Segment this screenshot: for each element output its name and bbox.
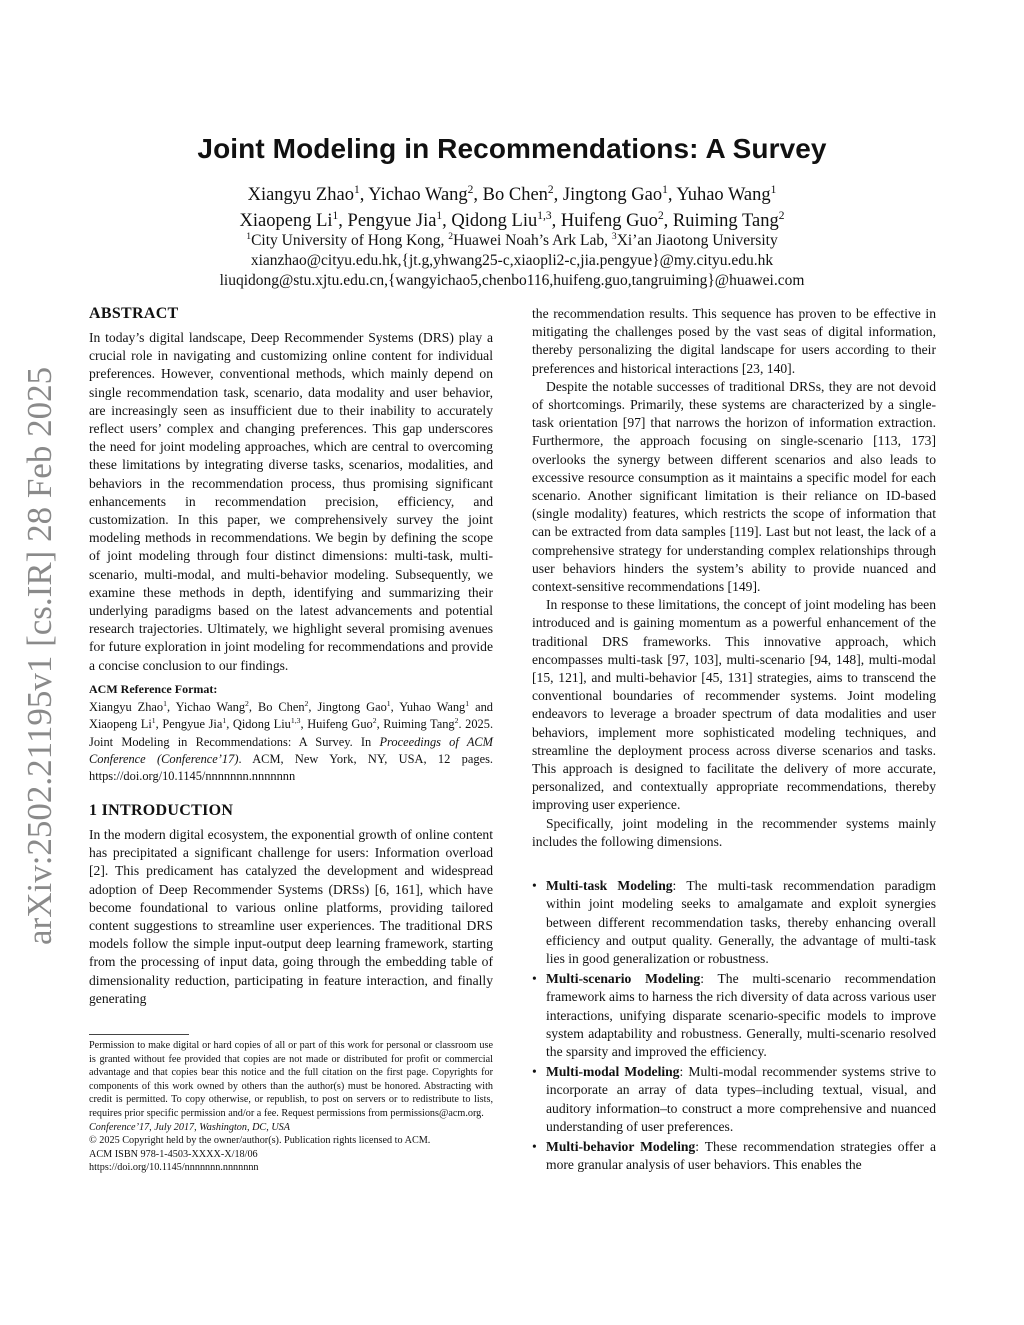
permission-text: Permission to make digital or hard copies of all or part of this work for personal or classroom use is granted without fee provided that copies are not made or distributed for profit or commercial advantage and that copies bear this notice and the full citation on the first page. Copyrights for components of this work owned by others than the author(s) must be honored. Abstracting with credit is permitted. To copy otherwise, or republish, to post on servers or to redistribute to lists, requires prior specific permission and/or a fee. Request permissions from permissions@acm.org. [89, 1040, 493, 1119]
footnote-rule [89, 1034, 189, 1035]
introduction-heading: 1 INTRODUCTION [89, 801, 234, 819]
author: Huifeng Guo$^2$ [560, 209, 664, 231]
author-line-2: Xiaopeng Li$^1$, Pengyue Jia$^1$, Qidong Liu$^{1,3}$, Huifeng Guo$^2$, Ruiming Tang$^2$ [239, 209, 785, 231]
list-item: • Multi-modal Modeling: Multi-modal recommender systems strive to incorporate an array of data types–including textual, visual, and auditory information–to construct a more comprehensive and nuanced understanding of user preferences. [532, 1064, 936, 1134]
author: Ruiming Tang$^2$ [672, 209, 785, 231]
paper-title: Joint Modeling in Recommendations: A Survey [197, 133, 827, 164]
email-line: xianzhao@cityu.edu.hk,{jt.g,yhwang25-c,xiaopli2-c,jia.pengyue}@my.cityu.edu.hk [250, 252, 774, 269]
list-item: • Multi-behavior Modeling: These recommendation strategies offer a more granular analysis of user behaviors. This enables the [532, 1138, 936, 1173]
bullet-icon: • [532, 1064, 537, 1080]
author: Xiaopeng Li$^1$ [239, 209, 339, 231]
abstract-text: In today’s digital landscape, Deep Recommender Systems (DRS) play a crucial role in navigating and customizing online content for individual preferences. However, conventional methods, which mainly depend on single recommendation task, scenario, data modality and user behavior, are increasingly seen as insufficient due to their inability to accurately reflect users’ complex and changing preferences. This gap underscores the need for joint modeling approaches, which are central to overcoming these limitations by integrating diverse tasks, scenarios, modalities, and behaviors in the recommendation process, thus promising significant enhancements in recommendation precision, efficiency, and customization. In this paper, we comprehensively survey the joint modeling methods in recommendations. We begin by defining the scope of joint modeling through four distinct dimensions: multi-task, multi-scenario, multi-modal, and multi-behavior modeling. Subsequently, we examine these methods in depth, identifying and summarizing their underlying paradigms based on the latest advancements and potential research trajectories. Ultimately, we highlight several promising avenues for future exploration in joint modeling for recommendations and provide a concise conclusion to our findings. [89, 330, 493, 673]
body-paragraph: Specifically, joint modeling in the recommender systems mainly includes the following dimensions. [532, 815, 936, 849]
author-list [0, 182, 1024, 234]
affiliations [0, 231, 1024, 291]
permission-footnote [89, 1039, 493, 1175]
dimension-list [532, 877, 936, 1174]
acm-reference-heading: ACM Reference Format: [89, 681, 218, 696]
author: Jingtong Gao$^1$ [562, 183, 668, 205]
email-line: liuqidong@stu.xjtu.edu.cn,{wangyichao5,chenbo116,huifeng.guo,tangruiming}@huawei.com [219, 272, 805, 289]
bullet-icon: • [532, 1138, 537, 1154]
isbn-line: ACM ISBN 978-1-4503-XXXX-X/18/06 [89, 1148, 258, 1160]
copyright-line: © 2025 Copyright held by the owner/author(s). Publication rights licensed to ACM. [89, 1135, 431, 1147]
list-item: • Multi-scenario Modeling: The multi-scenario recommendation framework aims to harness the rich diversity of data across various user interactions, unifying disparate scenario-specific models to improve system adaptability and robustness. Generally, multi-scenario resolved the sparsity and improved the efficiency. [532, 971, 936, 1059]
doi-line: https://doi.org/10.1145/nnnnnnn.nnnnnnn [89, 1162, 259, 1174]
author-line-1: Xiangyu Zhao$^1$, Yichao Wang$^2$, Bo Chen$^2$, Jingtong Gao$^1$, Yuhao Wang$^1$ [247, 183, 777, 205]
body-paragraph: Despite the notable successes of traditional DRSs, they are not devoid of shortcomings. Primarily, these systems are characterized by a single-task orientation [97] that narrows the horizon of information extraction. Furthermore, the approach focusing on single-scenario [113, 173] overlooks the synergy between different scenarios and also leads to excessive resource consumption as it maintains a specific model for each scenario. Another significant limitation is their reliance on ID-based (single modality) features, which restricts the scope of information that can be extracted from data samples [119]. Last but not least, the lack of a comprehensive strategy for understanding complex relationships through user behaviors hinders the system’s ability to provide nuanced and context-sensitive recommendations [149]. [532, 378, 936, 595]
author: Pengyue Jia$^1$ [347, 209, 443, 231]
affiliation-line: $^1$City University of Hong Kong, $^2$Huawei Noah’s Ark Lab, $^3$Xi’an Jiaotong University [246, 230, 778, 249]
list-item: • Multi-task Modeling: The multi-task recommendation paradigm within joint modeling seeks to amalgamate and exploit synergies between different recommendation tasks, thereby enhancing overall efficiency and output quality. Generally, the advantage of multi-task lies in good generalization or robustness. [532, 878, 936, 966]
left-column [89, 305, 493, 1008]
arxiv-stamp: arXiv:2502.21195v1 [cs.IR] 28 Feb 2025 [20, 366, 59, 945]
bullet-icon: • [532, 971, 537, 987]
body-paragraph: In response to these limitations, the concept of joint modeling has been introduced and is gaining momentum as a powerful enhancement of the traditional DRS frameworks. This innovative approach, which encompasses multi-task [97, 103], multi-scenario [94, 148], multi-modal [15, 121], and multi-behavior [45, 131] strategies, aims to transcend the conventional boundaries of recommender systems. Joint modeling endeavors to leverage a broader spectrum of data modalities and user behaviors, implement more sophisticated modeling techniques, and streamline the deployment process across diverse scenarios and tasks. This approach is designed to facilitate the delivery of more accurate, personalized, and contextually appropriate recommendations, thereby improving user experience. [532, 597, 936, 813]
author: Yuhao Wang$^1$ [676, 183, 777, 205]
bullet-icon: • [532, 878, 537, 894]
author: Qidong Liu$^{1,3}$ [451, 209, 552, 231]
intro-paragraph: In the modern digital ecosystem, the exponential growth of online content has precipitated a significant challenge for users: Information overload [2]. This predicament has catalyzed the development and widespread adoption of Deep Recommender Systems (DRSs) [6, 161], which have become foundational to various online platforms, providing tailored content suggestions to streamline user experiences. The traditional DRS models follow the simple input-output deep learning framework, starting from the processing of input data, going through the embedding table of dimensionality reduction, participating in feature interaction, and finally generating [89, 826, 493, 1006]
right-column [532, 305, 936, 1176]
conference-line: Conference’17, July 2017, Washington, DC, USA [89, 1121, 290, 1133]
author: Xiangyu Zhao$^1$ [247, 183, 360, 205]
body-paragraph: the recommendation results. This sequence has proven to be effective in mitigating the challenges posed by the vast seas of digital information, thereby personalizing the digital landscape for users according to their preferences and historical interactions [23, 140]. [532, 306, 936, 376]
author: Yichao Wang$^2$ [368, 183, 474, 205]
acm-reference-text: Xiangyu Zhao$^1$, Yichao Wang$^2$, Bo Chen$^2$, Jingtong Gao$^1$, Yuhao Wang$^1$ and Xiaopeng Li$^1$, Pengyue Jia$^1$, Qidong Liu$^{1,3}$, Huifeng Guo$^2$, Ruiming Tang$^2$. 2025. Joint Modeling in Recommendations: A Survey. In Proceedings of ACM Conference (Conference’17). ACM, New York, NY, USA, 12 pages. https://doi.org/10.1145/nnnnnnn.nnnnnnn [89, 698, 494, 784]
author: Bo Chen$^2$ [482, 183, 554, 205]
abstract-heading: ABSTRACT [89, 305, 179, 322]
